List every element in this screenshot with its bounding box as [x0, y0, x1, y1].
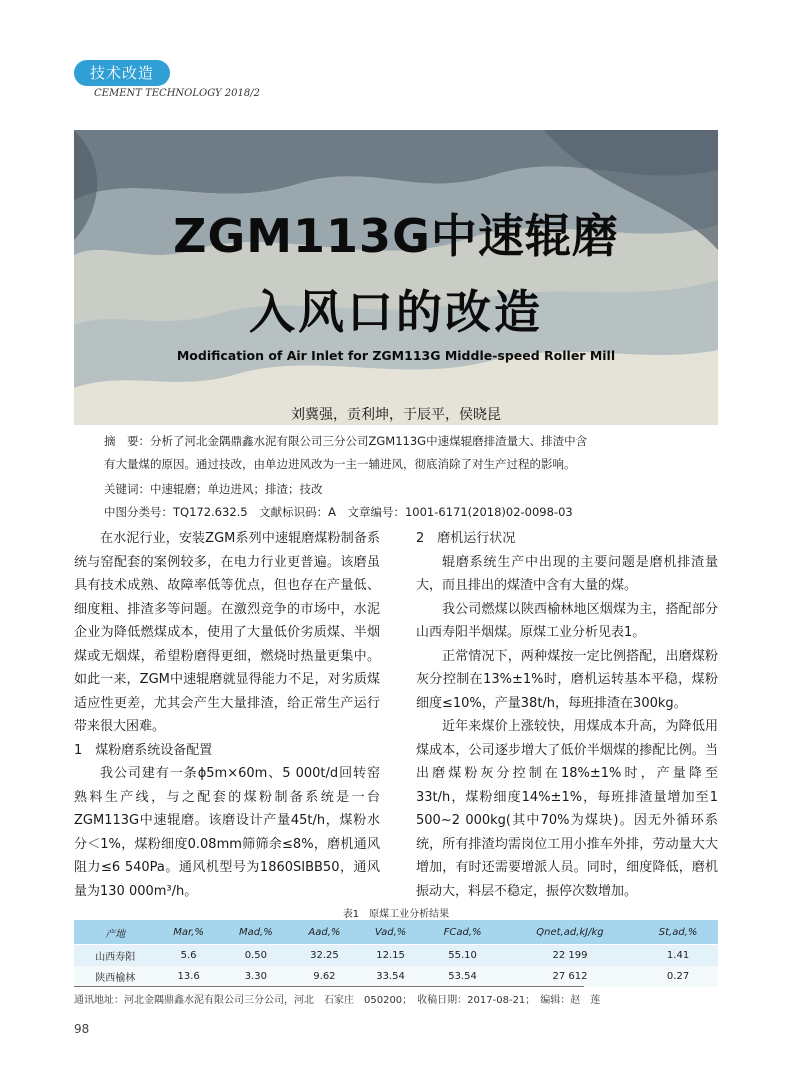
article-authors: 刘冀强，贡利坤，于辰平，侯晓昆 — [291, 407, 501, 423]
table-cell: 9.62 — [291, 966, 358, 987]
classification-info: 中图分类号：TQ172.632.5 文献标识码：A 文章编号：1001-6171(2018)02-0098-03 — [104, 505, 573, 519]
table-header-cell: Mar,% — [157, 920, 221, 945]
table-header-cell: Vad,% — [358, 920, 424, 945]
article-subtitle-english: Modification of Air Inlet for ZGM113G Middle-speed Roller Mill — [176, 348, 616, 363]
table-header-cell: Qnet,ad,kJ/kg — [502, 920, 638, 945]
abstract-line2: 有大量煤的原因。通过技改，由单边进风改为一主一辅进风，彻底消除了对生产过程的影响。 — [104, 457, 576, 471]
table-header-cell: St,ad,% — [638, 920, 718, 945]
table-cell: 55.10 — [423, 945, 501, 967]
section-tag: 技术改造 — [74, 60, 170, 86]
footnote: 通讯地址：河北金隅鼎鑫水泥有限公司三分公司，河北 石家庄 050200； 收稿日期：2017-08-21； 编辑：赵 莲 — [74, 995, 601, 1006]
table-cell: 12.15 — [358, 945, 424, 967]
table-cell: 1.41 — [638, 945, 718, 967]
paragraph-problem: 辊磨系统生产中出现的主要问题是磨机排渣量大，而且排出的煤渣中含有大量的煤。 — [416, 554, 718, 593]
article-title-line2: 入风口的改造 — [249, 285, 543, 339]
table-header-row — [74, 920, 718, 945]
section-heading-1: 1 煤粉磨系统设备配置 — [74, 742, 213, 758]
table-header-cell: Mad,% — [221, 920, 291, 945]
abstract-line1: 摘 要：分析了河北金隅鼎鑫水泥有限公司三分公司ZGM113G中速煤辊磨排渣量大、排渣中含 — [104, 434, 588, 448]
section-heading-2: 2 磨机运行状况 — [416, 531, 516, 546]
table-cell: 33.54 — [358, 966, 424, 987]
table-header-cell: 产地 — [74, 920, 157, 945]
article-title-line1: ZGM113G中速辊磨 — [173, 209, 619, 263]
table-cell: 山西寿阳 — [74, 945, 157, 967]
paragraph-cost-increase: 近年来煤价上涨较快，用煤成本升高，为降低用煤成本，公司逐步增大了低价半烟煤的掺配比例。当出磨煤粉灰分控制在18%±1%时，产量降至33t/h，煤粉细度14%±1%，每班排渣量增加至1 500~2 000kg(其中70%为煤块)。因无外循环系统，所有排渣均需岗位工用小推车外排，劳动量大大增加，有时还需要增派人员。同时，细度降低，磨机振动大，料层不稳定，振停次数增加。 — [416, 719, 718, 899]
table-cell: 53.54 — [423, 966, 501, 987]
table-cell: 0.27 — [638, 966, 718, 987]
paragraph-intro: 在水泥行业，安装ZGM系列中速辊磨煤粉制备系统与窑配套的案例较多，在电力行业更普遍。该磨虽具有技术成熟、故障率低等优点，但也存在产量低、细度粗、排渣多等问题。在激烈竞争的市场中，水泥企业为降低燃煤成本，使用了大量低价劣质煤、半烟煤或无烟煤，希望粉磨得更细，燃烧时热量更集中。如此一来，ZGM中速辊磨就显得能力不足，对劣质煤适应性更差，尤其会产生大量排渣，给正常生产运行带来很大困难。 — [74, 531, 380, 734]
table-cell: 22 199 — [502, 945, 638, 967]
table-cell: 13.6 — [157, 966, 221, 987]
body-column-right — [416, 527, 718, 903]
table-row — [74, 945, 718, 967]
paragraph-equipment: 我公司建有一条ϕ5m×60m、5 000t/d回转窑熟料生产线，与之配套的煤粉制备系统是一台ZGM113G中速辊磨。该磨设计产量45t/h，煤粉水分＜1%，煤粉细度0.08mm筛筛余≤8%，磨机通风阻力≤6 540Pa。通风机型号为1860SIBB50，通风量为130 000m³/h。 — [74, 766, 380, 899]
table-cell: 陕西榆林 — [74, 966, 157, 987]
paragraph-coal-source: 我公司燃煤以陕西榆林地区烟煤为主，搭配部分山西寿阳半烟煤。原煤工业分析见表1。 — [416, 601, 718, 640]
table-cell: 27 612 — [502, 966, 638, 987]
table-cell: 5.6 — [157, 945, 221, 967]
table-cell: 0.50 — [221, 945, 291, 967]
table-cell: 3.30 — [221, 966, 291, 987]
keywords: 关键词：中速辊磨；单边进风；排渣；技改 — [104, 482, 323, 496]
journal-name: CEMENT TECHNOLOGY 2018/2 — [94, 88, 260, 99]
body-column-left — [74, 527, 380, 903]
paragraph-normal-operation: 正常情况下，两种煤按一定比例搭配，出磨煤粉灰分控制在13%±1%时，磨机运转基本平稳，煤粉细度≤10%，产量38t/h，每班排渣在300kg。 — [416, 648, 718, 711]
page-number: 98 — [74, 1022, 90, 1036]
coal-analysis-table — [74, 920, 718, 987]
table-cell: 32.25 — [291, 945, 358, 967]
table-header-cell: Aad,% — [291, 920, 358, 945]
table-header-cell: FCad,% — [423, 920, 501, 945]
footnote-divider — [74, 986, 584, 987]
table-caption: 表1 原煤工业分析结果 — [342, 909, 450, 920]
table-row — [74, 966, 718, 987]
